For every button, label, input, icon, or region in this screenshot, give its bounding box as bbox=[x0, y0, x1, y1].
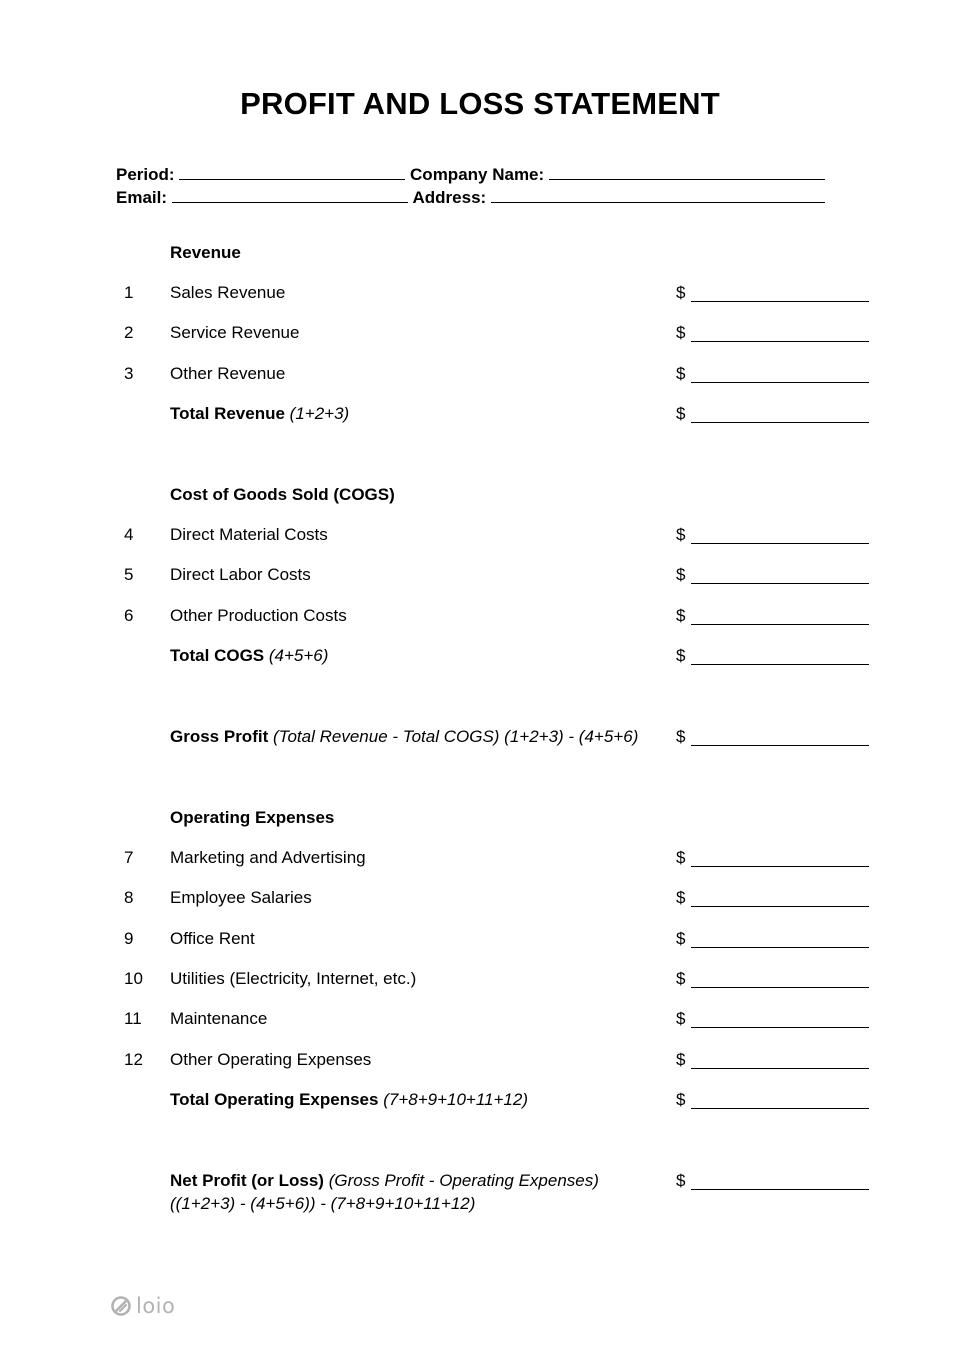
section-heading-opex: Operating Expenses bbox=[170, 808, 335, 827]
line-item bbox=[0, 1048, 960, 1072]
company-name-field[interactable] bbox=[549, 164, 825, 180]
amount-field[interactable] bbox=[691, 947, 869, 948]
dollar-sign: $ bbox=[676, 646, 686, 665]
amount-field[interactable] bbox=[691, 745, 869, 746]
dollar-sign: $ bbox=[676, 525, 686, 544]
dollar-sign: $ bbox=[676, 1050, 686, 1069]
period-label: Period: bbox=[116, 165, 175, 184]
line-number: 10 bbox=[124, 969, 143, 988]
net-profit-formula: (Gross Profit - Operating Expenses) bbox=[328, 1171, 599, 1190]
net-profit-formula-line2: ((1+2+3) - (4+5+6)) - (7+8+9+10+11+12) bbox=[170, 1194, 476, 1213]
gross-profit-formula: (Total Revenue - Total COGS) (1+2+3) - (4+5+6) bbox=[272, 727, 639, 746]
period-field[interactable] bbox=[179, 164, 405, 180]
dollar-sign: $ bbox=[676, 969, 686, 988]
line-item bbox=[0, 886, 960, 910]
line-number: 3 bbox=[124, 364, 134, 383]
net-profit-label: Net Profit (or Loss) (Gross Profit - Operating Expenses) bbox=[170, 1171, 599, 1190]
total-cogs-row bbox=[0, 644, 960, 668]
line-label: Utilities (Electricity, Internet, etc.) bbox=[170, 969, 417, 988]
total-opex-formula: (7+8+9+10+11+12) bbox=[383, 1090, 528, 1109]
gross-profit-row bbox=[0, 725, 960, 749]
line-label: Marketing and Advertising bbox=[170, 848, 366, 867]
line-label: Other Revenue bbox=[170, 364, 286, 383]
total-opex-label: Total Operating Expenses (7+8+9+10+11+12) bbox=[170, 1090, 528, 1109]
line-label: Sales Revenue bbox=[170, 283, 286, 302]
line-number: 5 bbox=[124, 565, 134, 584]
line-label: Employee Salaries bbox=[170, 888, 312, 907]
line-label: Service Revenue bbox=[170, 323, 300, 342]
dollar-sign: $ bbox=[676, 364, 686, 383]
total-revenue-row bbox=[0, 402, 960, 426]
amount-field[interactable] bbox=[691, 382, 869, 383]
loio-logo-icon bbox=[110, 1295, 132, 1317]
line-number: 1 bbox=[124, 283, 134, 302]
line-number: 9 bbox=[124, 929, 134, 948]
line-item bbox=[0, 967, 960, 991]
address-field[interactable] bbox=[491, 187, 825, 203]
amount-field[interactable] bbox=[691, 664, 869, 665]
line-item bbox=[0, 846, 960, 870]
dollar-sign: $ bbox=[676, 929, 686, 948]
amount-field[interactable] bbox=[691, 1068, 869, 1069]
section-heading-revenue: Revenue bbox=[170, 243, 241, 262]
dollar-sign: $ bbox=[676, 323, 686, 342]
line-item bbox=[0, 927, 960, 951]
company-name-label: Company Name: bbox=[410, 165, 545, 184]
amount-field[interactable] bbox=[691, 906, 869, 907]
dollar-sign: $ bbox=[676, 727, 686, 746]
dollar-sign: $ bbox=[676, 848, 686, 867]
line-item bbox=[0, 362, 960, 386]
dollar-sign: $ bbox=[676, 565, 686, 584]
dollar-sign: $ bbox=[676, 404, 686, 423]
address-label: Address: bbox=[412, 188, 487, 207]
line-item bbox=[0, 281, 960, 305]
line-number: 11 bbox=[124, 1009, 142, 1028]
amount-field[interactable] bbox=[691, 341, 869, 342]
logo-text: loio bbox=[136, 1294, 176, 1318]
line-label: Direct Labor Costs bbox=[170, 565, 311, 584]
line-number: 2 bbox=[124, 323, 134, 342]
line-label: Other Production Costs bbox=[170, 606, 347, 625]
header-line-2 bbox=[116, 187, 825, 208]
amount-field[interactable] bbox=[691, 301, 869, 302]
line-label: Maintenance bbox=[170, 1009, 268, 1028]
dollar-sign: $ bbox=[676, 1171, 686, 1190]
net-profit-row bbox=[0, 1169, 960, 1193]
total-revenue-label: Total Revenue (1+2+3) bbox=[170, 404, 350, 423]
total-revenue-formula: (1+2+3) bbox=[289, 404, 350, 423]
line-label: Office Rent bbox=[170, 929, 255, 948]
line-item bbox=[0, 321, 960, 345]
dollar-sign: $ bbox=[676, 283, 686, 302]
line-number: 4 bbox=[124, 525, 134, 544]
document-title: PROFIT AND LOSS STATEMENT bbox=[240, 86, 720, 121]
header-line-1 bbox=[116, 164, 825, 185]
line-label: Other Operating Expenses bbox=[170, 1050, 372, 1069]
dollar-sign: $ bbox=[676, 1090, 686, 1109]
amount-field[interactable] bbox=[691, 1027, 869, 1028]
line-number: 8 bbox=[124, 888, 134, 907]
line-number: 12 bbox=[124, 1050, 143, 1069]
line-number: 6 bbox=[124, 606, 134, 625]
line-item bbox=[0, 1007, 960, 1031]
brand-logo bbox=[110, 1294, 175, 1318]
amount-field[interactable] bbox=[691, 543, 869, 544]
line-item bbox=[0, 523, 960, 547]
gross-profit-label: Gross Profit (Total Revenue - Total COGS) (1+2+3) - (4+5+6) bbox=[170, 727, 639, 746]
total-cogs-label: Total COGS (4+5+6) bbox=[170, 646, 329, 665]
amount-field[interactable] bbox=[691, 987, 869, 988]
line-item bbox=[0, 604, 960, 628]
amount-field[interactable] bbox=[691, 866, 869, 867]
amount-field[interactable] bbox=[691, 1108, 869, 1109]
line-number: 7 bbox=[124, 848, 134, 867]
net-profit-formula-row bbox=[0, 1192, 960, 1216]
amount-field[interactable] bbox=[691, 583, 869, 584]
section-heading-cogs: Cost of Goods Sold (COGS) bbox=[170, 485, 395, 504]
email-field[interactable] bbox=[172, 187, 408, 203]
amount-field[interactable] bbox=[691, 422, 869, 423]
line-label: Direct Material Costs bbox=[170, 525, 328, 544]
total-cogs-formula: (4+5+6) bbox=[268, 646, 329, 665]
email-label: Email: bbox=[116, 188, 168, 207]
dollar-sign: $ bbox=[676, 606, 686, 625]
dollar-sign: $ bbox=[676, 1009, 686, 1028]
amount-field[interactable] bbox=[691, 1189, 869, 1190]
total-opex-row bbox=[0, 1088, 960, 1112]
amount-field[interactable] bbox=[691, 624, 869, 625]
line-item bbox=[0, 563, 960, 587]
dollar-sign: $ bbox=[676, 888, 686, 907]
